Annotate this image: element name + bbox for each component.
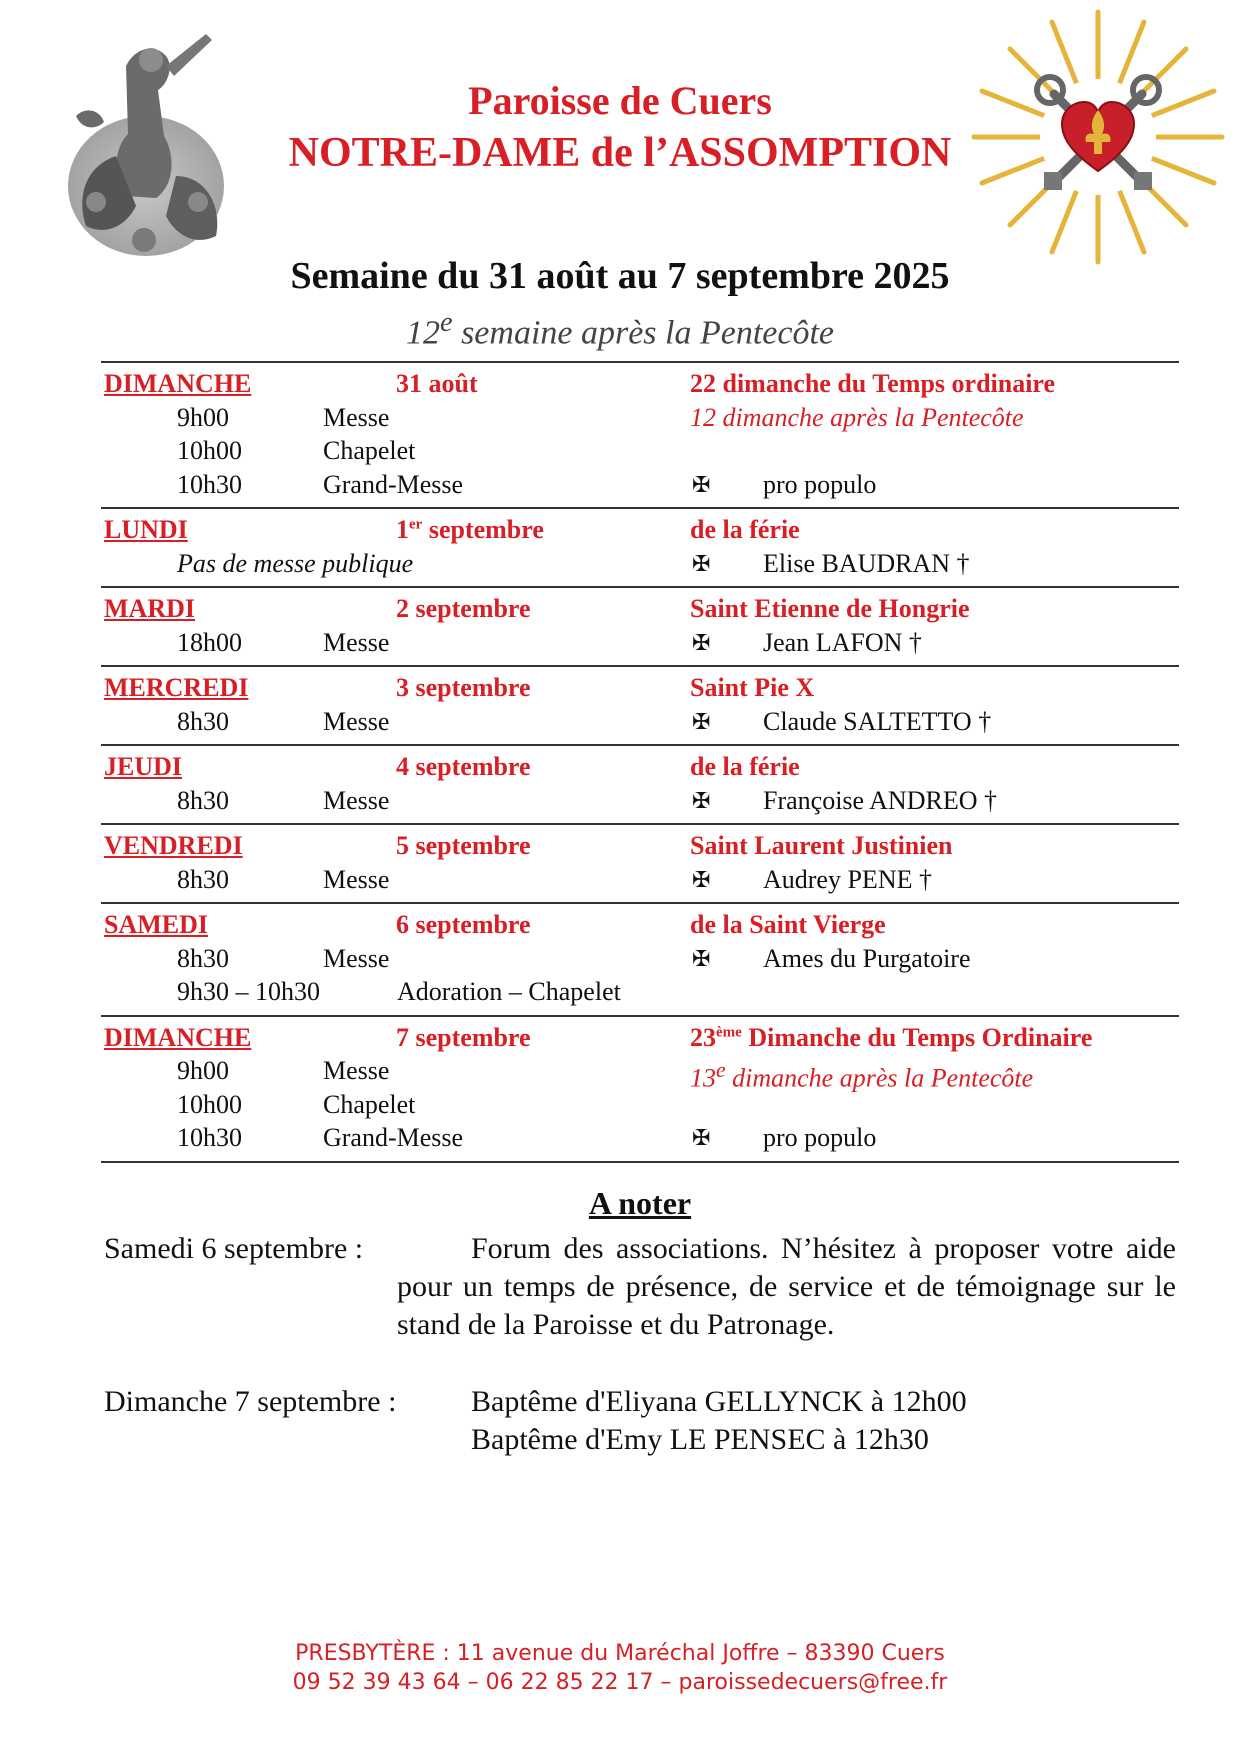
service-type: Adoration – Chapelet <box>397 977 621 1006</box>
service-time: 8h30 <box>177 785 229 815</box>
day-date: 4 septembre <box>396 752 531 781</box>
day-date: 31 août <box>396 369 478 398</box>
schedule-row <box>101 401 1179 435</box>
service-time: 10h00 <box>177 1089 242 1119</box>
day-block <box>101 1015 1179 1163</box>
parish-name: Paroisse de Cuers <box>468 78 772 123</box>
day-date <box>396 513 544 547</box>
feast-name: Saint Pie X <box>690 673 815 702</box>
service-type: Messe <box>323 785 390 815</box>
day-name: DIMANCHE <box>104 1022 252 1052</box>
service-type: Grand-Messe <box>323 1123 464 1152</box>
service-time: 10h30 <box>177 469 242 499</box>
service-type: Chapelet <box>323 1089 416 1119</box>
day-header-row <box>101 367 1179 401</box>
feast-name <box>690 1021 1092 1055</box>
day-name: JEUDI <box>104 752 183 781</box>
note-text: Forum des associations. N’hésitez à proposer votre aide pour un temps de présence, de service et de témoignage sur le stand de la Paroisse et du Patronage. <box>397 1232 1176 1341</box>
cross-icon: ✠ <box>692 708 711 734</box>
day-name: MERCREDI <box>104 673 249 702</box>
day-header-row <box>101 1021 1179 1055</box>
week-subtitle-text: semaine après la Pentecôte <box>452 314 834 352</box>
schedule-row <box>101 547 1179 581</box>
day-header-row <box>101 750 1179 784</box>
schedule-row <box>101 863 1179 897</box>
day-date: 3 septembre <box>396 673 531 702</box>
day-name: LUNDI <box>104 515 188 544</box>
feast-name: de la férie <box>690 515 800 544</box>
day-date: 7 septembre <box>396 1022 531 1052</box>
day-header-row <box>101 908 1179 942</box>
church-name: NOTRE-DAME de l’ASSOMPTION <box>288 130 952 176</box>
schedule-row <box>101 434 1179 468</box>
day-block <box>101 507 1179 586</box>
schedule-row <box>101 1054 1179 1093</box>
service-time: 9h30 – 10h30 <box>177 977 320 1006</box>
day-block <box>101 361 1179 507</box>
day-name: SAMEDI <box>104 910 209 939</box>
week-subtitle <box>160 300 1080 356</box>
service-type: Messe <box>323 627 390 657</box>
service-time: 9h00 <box>177 402 229 432</box>
day-date-sup: er <box>409 516 423 533</box>
schedule-row <box>101 975 1179 1009</box>
service-type: Messe <box>323 943 390 973</box>
note-item <box>104 1230 1176 1344</box>
day-date: 2 septembre <box>396 594 531 623</box>
service-time: 8h30 <box>177 943 229 973</box>
mass-intention: pro populo <box>763 469 877 499</box>
day-name: VENDREDI <box>104 831 243 860</box>
note-label: Samedi 6 septembre : <box>104 1232 364 1265</box>
footer-phone-email: 09 52 39 43 64 – 06 22 85 22 17 – paroissedecuers@free.fr <box>292 1670 948 1695</box>
note-item <box>104 1383 1176 1459</box>
service-time: 10h30 <box>177 1123 242 1152</box>
feast-text: Dimanche du Temps Ordinaire <box>741 1022 1093 1052</box>
day-block <box>101 823 1179 902</box>
secondary-feast: 12 dimanche après la Pentecôte <box>690 402 1024 432</box>
mass-intention: Elise BAUDRAN † <box>763 548 970 578</box>
day-header-row <box>101 671 1179 705</box>
service-type: Messe <box>323 864 390 894</box>
service-type: Chapelet <box>323 436 416 465</box>
note-line: Baptême d'Eliyana GELLYNCK à 12h00 <box>471 1385 967 1418</box>
note-line: Baptême d'Emy LE PENSEC à 12h30 <box>471 1423 929 1456</box>
service-type: Messe <box>323 706 390 736</box>
day-header-row <box>101 829 1179 863</box>
feast-name: 22 dimanche du Temps ordinaire <box>690 369 1056 398</box>
cross-icon: ✠ <box>692 866 711 892</box>
secondary-feast-sup: e <box>716 1058 726 1082</box>
service-time: 10h00 <box>177 436 242 465</box>
feast-sup: ème <box>716 1023 742 1040</box>
day-name: DIMANCHE <box>104 369 252 398</box>
note-lines <box>471 1383 1176 1459</box>
feast-name: Saint Etienne de Hongrie <box>690 594 970 623</box>
service-time: 8h30 <box>177 706 229 736</box>
footer-contact <box>0 1639 1240 1697</box>
day-block <box>101 586 1179 665</box>
schedule-row <box>101 705 1179 739</box>
mass-intention: Claude SALTETTO † <box>763 706 992 736</box>
note-label: Dimanche 7 septembre : <box>104 1385 397 1418</box>
schedule-row <box>101 626 1179 660</box>
secondary-feast-text: dimanche après la Pentecôte <box>725 1063 1034 1093</box>
day-header-row <box>101 592 1179 626</box>
day-date-number: 1 <box>396 515 409 544</box>
day-block <box>101 902 1179 1015</box>
cross-icon: ✠ <box>692 471 711 497</box>
day-block <box>101 744 1179 823</box>
mass-intention: Jean LAFON † <box>763 627 922 657</box>
schedule-row <box>101 1088 1179 1122</box>
service-type: Grand-Messe <box>323 469 464 499</box>
schedule-row <box>101 1121 1179 1155</box>
service-time: 8h30 <box>177 864 229 894</box>
day-name: MARDI <box>104 594 195 623</box>
week-subtitle-sup: e <box>439 307 453 338</box>
keys-sacred-heart-emblem <box>966 6 1230 268</box>
assumption-engraving-image <box>56 26 236 270</box>
cross-icon: ✠ <box>692 1125 711 1150</box>
schedule-row <box>101 784 1179 818</box>
day-date: 6 septembre <box>396 910 531 939</box>
feast-number: 23 <box>690 1022 716 1052</box>
feast-name: de la férie <box>690 752 800 781</box>
mass-intention: pro populo <box>763 1123 877 1152</box>
cross-icon: ✠ <box>692 550 711 576</box>
cross-icon: ✠ <box>692 945 711 971</box>
mass-intention: Françoise ANDREO † <box>763 785 997 815</box>
week-title: Semaine du 31 août au 7 septembre 2025 <box>290 255 950 297</box>
cross-icon: ✠ <box>692 787 711 813</box>
service-type: Messe <box>323 1056 390 1085</box>
cross-icon: ✠ <box>692 629 711 655</box>
service-time: 18h00 <box>177 627 242 657</box>
schedule-row <box>101 468 1179 502</box>
week-subtitle-number: 12 <box>405 314 440 352</box>
week-heading <box>160 252 1080 356</box>
no-public-mass-note: Pas de messe publique <box>177 548 414 578</box>
day-date: 5 septembre <box>396 831 531 860</box>
mass-intention: Audrey PENE † <box>763 864 932 894</box>
feast-name: de la Saint Vierge <box>690 910 886 939</box>
service-time: 9h00 <box>177 1056 229 1085</box>
secondary-feast-number: 13 <box>690 1063 716 1093</box>
notes-title: A noter <box>588 1185 692 1221</box>
feast-name: Saint Laurent Justinien <box>690 831 953 860</box>
weekly-schedule <box>101 361 1179 1163</box>
mass-intention: Ames du Purgatoire <box>763 943 971 973</box>
service-type: Messe <box>323 402 390 432</box>
schedule-row <box>101 942 1179 976</box>
day-date-month: septembre <box>422 515 544 544</box>
day-block <box>101 665 1179 744</box>
footer-address: PRESBYTÈRE : 11 avenue du Maréchal Joffre – 83390 Cuers <box>295 1641 945 1666</box>
day-header-row <box>101 513 1179 547</box>
parish-header <box>240 74 1000 178</box>
